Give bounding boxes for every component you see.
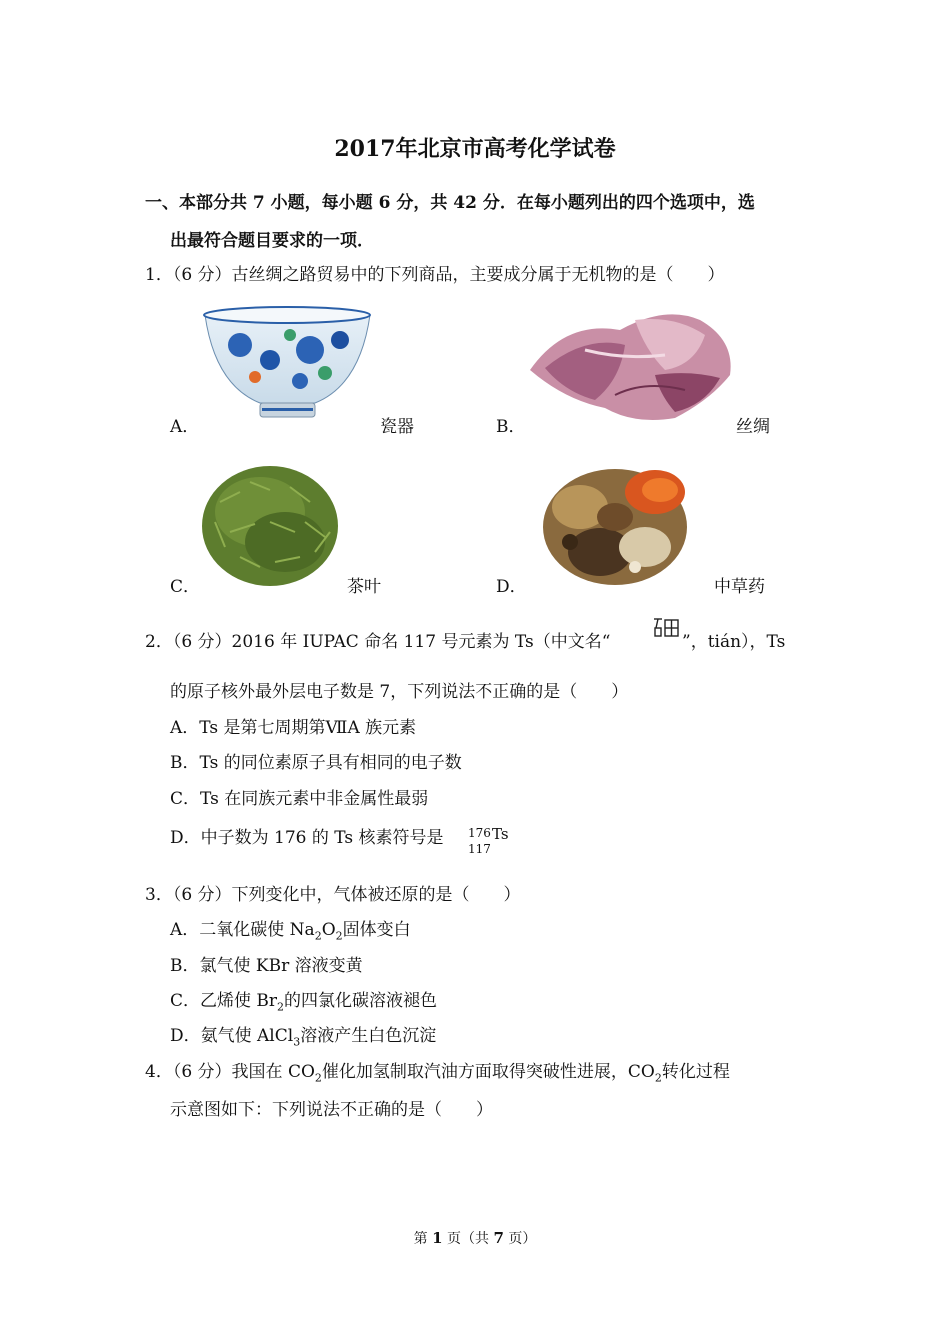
q2-option-d: D．中子数为 176 的 Ts 核素符号是 bbox=[170, 828, 444, 848]
page-footer: 第 1 页（共 7 页） bbox=[413, 1229, 537, 1247]
q4-stem-line1: 4．（6 分）我国在 $CO_2$催化加氢制取汽油方面取得突破性进展，$CO_2$转化过程 bbox=[145, 1062, 730, 1085]
q2-stem-part1: 2．（6 分）2016 年 IUPAC 命名 117 号元素为 Ts（中文名“ bbox=[145, 632, 611, 652]
section-heading-line2: 出最符合题目要求的一项． bbox=[170, 231, 374, 251]
q3-option-a: A．二氧化碳使 $Na_2O_2$固体变白 bbox=[170, 920, 411, 943]
nuclide-symbol bbox=[468, 823, 518, 859]
q1-option-d-caption: 中草药 bbox=[714, 577, 765, 597]
q3-stem: 3．（6 分）下列变化中，气体被还原的是（ ） bbox=[145, 885, 521, 905]
q3-option-d: D．氨气使 AlCl$_3$溶液产生白色沉淀 bbox=[170, 1026, 437, 1049]
tian-character-glyph bbox=[652, 616, 680, 640]
q1-option-a-caption: 瓷器 bbox=[380, 417, 414, 437]
q2-option-a: A．Ts 是第七周期第ⅦA 族元素 bbox=[170, 718, 417, 738]
q2-option-c: C．Ts 在同族元素中非金属性最弱 bbox=[170, 789, 429, 809]
q1-option-c-label: C． bbox=[170, 577, 201, 597]
silk-scarf-image bbox=[525, 300, 740, 425]
porcelain-bowl-image bbox=[200, 305, 375, 425]
nuclide-element: Ts bbox=[492, 825, 509, 843]
page-title: 2017年北京市高考化学试卷 bbox=[334, 136, 616, 162]
nuclide-mass-number: 176 bbox=[468, 826, 491, 840]
q1-option-b-label: B． bbox=[496, 417, 526, 437]
q1-option-d-label: D． bbox=[496, 577, 527, 597]
q1-option-c-caption: 茶叶 bbox=[347, 577, 381, 597]
q1-option-a-label: A． bbox=[170, 417, 200, 437]
nuclide-atomic-number: 117 bbox=[468, 842, 491, 856]
tea-leaves-image bbox=[200, 462, 340, 590]
herbal-medicine-image bbox=[540, 462, 690, 587]
q2-stem-part2: ”，tián），Ts bbox=[682, 632, 786, 652]
q1-stem: 1．（6 分）古丝绸之路贸易中的下列商品，主要成分属于无机物的是（ ） bbox=[145, 265, 725, 285]
q3-option-b: B．氯气使 KBr 溶液变黄 bbox=[170, 956, 363, 976]
q4-stem-line2: 示意图如下：下列说法不正确的是（ ） bbox=[170, 1100, 493, 1120]
q3-option-c: C．乙烯使 $Br_2$的四氯化碳溶液褪色 bbox=[170, 991, 438, 1014]
q2-stem-line2: 的原子核外最外层电子数是 7，下列说法不正确的是（ ） bbox=[170, 682, 629, 702]
section-heading-line1: 一、本部分共 7 小题，每小题 6 分，共 42 分．在每小题列出的四个选项中，选 bbox=[145, 193, 755, 213]
q2-option-b: B．Ts 的同位素原子具有相同的电子数 bbox=[170, 753, 462, 773]
q1-option-b-caption: 丝绸 bbox=[736, 417, 770, 437]
